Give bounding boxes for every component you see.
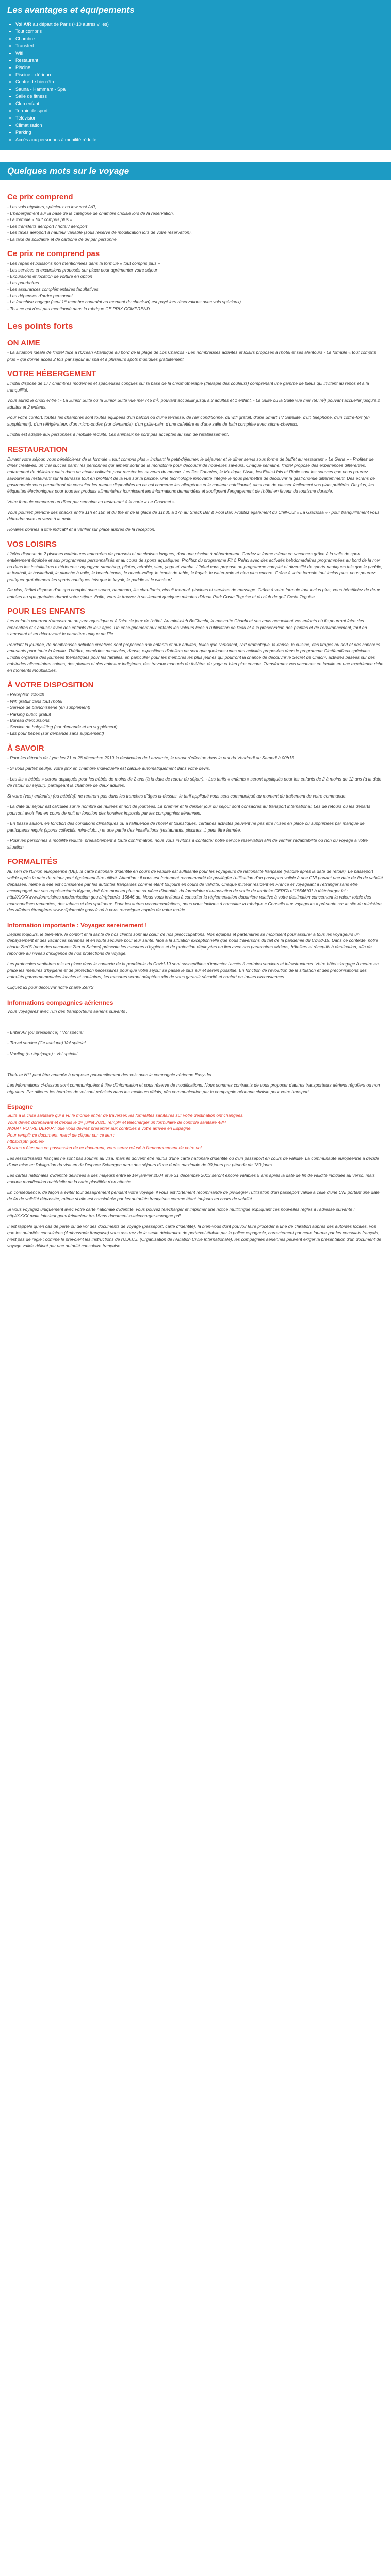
section-paragraph: - La formule « tout compris plus »: [7, 217, 73, 222]
espagne-warning-line: Pour remplir ce document, merci de cliquer sur ce lien :: [7, 1132, 115, 1138]
advantage-item-text: Chambre: [15, 36, 35, 41]
advantage-item: [15, 129, 384, 136]
section-paragraph: - Enter Air (ou présidence) : Vol spécial: [7, 1029, 84, 1035]
section-title-covid: Information importante : Voyagez sereinement !: [7, 921, 148, 929]
section-paragraph: - La situation idéale de l'hôtel face à l'Océan Atlantique au bord de la plage de Los Charcos - Les nombreuses activités et loisirs proposés à l'hôtel et ses alentours - La formule « tout compris plus » qui donne accès 2 fois par séjour au spa et à plusieurs spots musiques gratuitement: [7, 350, 376, 362]
espagne-paragraph: En conséquence, de façon à éviter tout désagrément pendant votre voyage, il vous est fortement recommandé de privilégier l'utilisation d'un passeport valide à celle d'une CNI portant une date de fin de validité dépassée, même si elle est considérée par les autorités françaises comme étant toujours en cours de validité.: [7, 1190, 380, 1201]
advantage-item-text: Accès aux personnes à mobilité réduite: [15, 137, 97, 142]
section-paragraph: - L'hébergement sur la base de la catégorie de chambre choisie lors de la réservation,: [7, 210, 174, 216]
section-paragraph: Horaires donnés à titre indicatif et à vérifier sur place auprès de la réception.: [7, 527, 156, 532]
section-paragraph: Les informations ci-dessus sont communiquées à titre d'information et sous réserve de modifications. Nous sommes contraints de vous proposer d'autres transporteurs aériens réguliers ou non réguliers. Par ailleurs les horaires de vol sont précisés dans les meilleurs délais, dès communication par la compagnie aérienne choisie pour votre transport.: [7, 1082, 380, 1094]
section-title-prix-ne-comprend: Ce prix ne comprend pas: [7, 249, 100, 258]
espagne-warning: [7, 1112, 384, 1151]
advantages-title: Les avantages et équipements: [7, 5, 135, 15]
section-body-a-savoir: [7, 755, 384, 851]
section-paragraph: L'hôtel est adapté aux personnes à mobilité réduite. Les animaux ne sont pas acceptés au sein de l'établissement.: [7, 432, 229, 437]
section-paragraph: - Travel service (Ce telelupe) Vol spécial: [7, 1040, 86, 1045]
advantage-item: [15, 107, 384, 114]
advantage-item-text: Centre de bien-être: [15, 79, 56, 84]
advantage-item-text: Piscine extérieure: [15, 72, 53, 77]
section-paragraph: - Si vous partez seul(e) votre prix en chambre individuelle est calculé automatiquement dans votre devis.: [7, 766, 210, 771]
section-title-restauration: RESTAURATION: [7, 445, 68, 454]
section-paragraph: - Excursions et location de voiture en option: [7, 274, 92, 279]
section-title-prix-compris: Ce prix comprend: [7, 193, 73, 201]
espagne-warning-line: AVANT VOTRE DEPART que vous devrez présenter aux contrôles à votre arrivée en Espagne.: [7, 1126, 192, 1131]
section-body-aeriennes: [7, 1008, 384, 1095]
section-body-covid: [7, 931, 384, 991]
section-body-disposition: [7, 691, 384, 737]
section-body-on-aime: [7, 349, 384, 362]
section-title-enfants: POUR LES ENFANTS: [7, 607, 85, 616]
espagne-warning-line: Si vous n'êtes pas en possession de ce document, vous serez refusé à l'embarquement de votre vol.: [7, 1145, 203, 1150]
advantage-item-text: Piscine: [15, 65, 31, 70]
quick-panel: [0, 162, 391, 180]
section-body-enfants: [7, 618, 384, 673]
section-paragraph: - Bureau d'excursions: [7, 718, 50, 723]
advantages-list: [0, 19, 391, 150]
section-paragraph: [7, 1019, 384, 1025]
advantage-item-bold: Vol A/R: [15, 22, 31, 27]
section-title-espagne: Espagne: [7, 1103, 34, 1110]
section-body-loisirs: [7, 551, 384, 600]
section-paragraph: Vous pourrez prendre des snacks entre 11h et 16h et du thé et de la glace de 11h30 à 17h au Snack Bar & Pool Bar. Profitez également du Chill-Out « La Graciosa » - pour tranquillement vous détendre avec un verre à la main.: [7, 510, 380, 521]
section-paragraph: - Les taxes aéroport à hauteur variable (sous réserve de modification lors de votre réservation),: [7, 230, 192, 235]
section-paragraph: - Vueling (ou équipage) : Vol spécial: [7, 1050, 78, 1056]
advantage-item-text: Climatisation: [15, 123, 42, 128]
section-paragraph: - Tout ce qui n'est pas mentionné dans la rubrique CE PRIX COMPREND: [7, 306, 150, 311]
section-paragraph: - Les transferts aéroport / hôtel / aéroport: [7, 223, 87, 229]
section-title-hebergement: VOTRE HÉBERGEMENT: [7, 369, 96, 378]
section-paragraph: Cliquez ici pour découvrir notre charte Zen'S: [7, 985, 94, 990]
section-paragraph: - La date du séjour est calculée sur le nombre de nuitées et non de journées. La premier et le dernier jour du séjour sont consacrés au transport international. Les de retours ou les départs pourront avoir lieu en cours de nuit en fonction des horaires imposés par les compagnies aériennes.: [7, 804, 371, 816]
section-body-prix-compris: [7, 204, 384, 242]
espagne-paragraph: Si vous voyagez uniquement avec votre carte nationale d'identité, vous pouvez télécharger et imprimer une notice multilingue expliquant ces nouvelles règles à l'adresse suivante : http//XXXX.mdia.interieur.gouv.fr/interieur.trn-15ans document-a-telecharger-espagne.pdf.: [7, 1207, 355, 1218]
advantage-item: [15, 71, 384, 78]
advantage-item: [15, 122, 384, 129]
advantage-item: [15, 114, 384, 122]
section-body-prix-ne-comprend: [7, 260, 384, 312]
section-title-aeriennes: Informations compagnies aériennes: [7, 998, 113, 1006]
advantage-item-text: Transfert: [15, 43, 34, 48]
section-paragraph: - Les pourboires: [7, 280, 39, 285]
espagne-form-link[interactable]: https://spth.gob.es/: [7, 1139, 44, 1144]
section-paragraph: Durant votre séjour, vous bénéficierez de la formule « tout compris plus » incluant le petit-déjeuner, le déjeuner et le dîner servis sous forme de buffet au restaurant « Le Geria » - Profitez de dîner créatives, un vrai succès parmi les personnes qui aiment sortir de la monotonie pour découvrir de nouvelles saveurs. Chaque semaine, l'hôtel propose des expériences différentes, notamment de délicieux plats dans un atelier culinaire pour recréer les saveurs du monde. Les îles Canaries, le Mexique, l'Asie, les États-Unis et l'Italie sont les sources que vous pourrez savourer au restaurant sur la terrasse tout en profitant de la vue sur la piscine. Une technologie innovante intégré le nous permettra de découvrir la gastronomie différemment. Des écrans de gastronomie vous permettront de consulter les menus disponibles en ce qui concerne les allergènes et le contenu nutritionnel, ainsi que de classer facilement vos plats préférés. De plus, les étiquettes électroniques pour tous les produits alimentaires fournissent les informations demandées et soulignent l'engagement de l'hôtel en faveur du tourisme durable.: [7, 456, 375, 494]
advantage-item-text: Terrain de sport: [15, 108, 48, 113]
section-paragraph: - Service de blanchisserie (en supplément): [7, 705, 91, 710]
advantage-item: [15, 57, 384, 64]
espagne-paragraph: Les cartes nationales d'identité délivrées à des majeurs entre le 1er janvier 2004 et le 31 décembre 2013 seront encore valables 5 ans après la date de fin de validité indiquée au verso, mais aucune modification matérielle de la carte plastifiée n'en atteste.: [7, 1173, 375, 1184]
advantages-panel: [0, 0, 391, 150]
section-paragraph: Si votre (vos) enfant(s) (ou bébé(s)) ne rentrent pas dans les tranches d'âges ci-dessus, le tarif appliqué vous sera communiqué au moment du traitement de votre commande.: [7, 793, 347, 799]
espagne-warning-line: Suite à la crise sanitaire qui a vu le monde entier de traverser, les formalités sanitaires sur votre destination ont changées.: [7, 1113, 244, 1118]
advantage-item: [15, 21, 384, 28]
section-paragraph: Theluxe.N°1 peut être amenée à proposer ponctuellement des vols avec la compagnie aérienne Easy Jet: [7, 1072, 212, 1077]
advantage-item: [15, 136, 384, 143]
advantage-item: [15, 35, 384, 42]
section-paragraph: Pendant la journée, de nombreuses activités créatives sont proposées aux enfants et aux adultes, telles que l'artisanat, l'art dramatique, la danse, la cuisine, des tirages au sort et des concours amusants pour toute la famille. Théâtre, comédies musicales, danse, expositions d'ateliers ne sont que quelques-unes des activités proposées dans le programme Cinéfamiliaux spéciales. L'hôtel organise des journées thématiques pour les familles, en particulier pour les membres les plus jeunes qui pourront la chance de découvrir le Secret de Chachi, activités basées sur des habitudes alimentaires saines, des plantes et des animaux indigènes, des travaux manuels du théâtre, du yoga et bien plus encore. Transformez vos vacances en famille en une expérience riche en moments inoubliables.: [7, 641, 384, 673]
section-paragraph: - Les services et excursions proposés sur place pour agrémenter votre séjour: [7, 267, 158, 273]
section-paragraph: - Pour les personnes à mobilité réduite, préalablement à toute confirmation, nous vous invitons à contacter notre service réservation afin de vérifier l'adaptabilité ou non du voyage à votre situation.: [7, 838, 368, 850]
espagne-warning-line: Vous devez dorénavant et depuis le 1ᵉʳ juillet 2020, remplir et télécharger un formulaire de contrôle sanitaire 48H: [7, 1119, 226, 1125]
section-title-formalites: FORMALITÉS: [7, 857, 58, 866]
section-title-on-aime: ON AIME: [7, 338, 40, 347]
advantage-item: [15, 86, 384, 93]
advantage-item-text: Club enfant: [15, 101, 40, 106]
quick-title: Quelques mots sur le voyage: [7, 166, 129, 176]
trip-details: [0, 180, 391, 1263]
advantage-item-text: Télévision: [15, 115, 37, 121]
section-paragraph: - En basse saison, en fonction des conditions climatiques ou à l'affluence de l'hôtel et touristiques, certaines activités peuvent ne pas être mises en place ou supprimées par manque de participants requis (sports collectifs, mini-club...) et une partie des installations (restaurants, piscines...) peut être fermée.: [7, 821, 365, 833]
section-paragraph: - Les assurances complémentaires facultatives: [7, 286, 99, 292]
section-paragraph: Les protocoles sanitaires mis en place dans le contexte de la pandémie du Covid-19 sont susceptibles d'impacter l'accès à certains services et infrastructures. Votre hôtel s'engage à mettre en place les mesures d'hygiène et de protection nécessaires pour que votre séjour se passe le plus sûr et serein possible. En fonction de l'évolution de la situation et des préconisations des autorités gouvernementales locales et sanitaires, les mesures seront adaptées afin de vous garantir sécurité et confort en toutes circonstances.: [7, 961, 379, 979]
section-body-restauration: [7, 456, 384, 533]
section-paragraph: L'hôtel dispose de 177 chambres modernes et spacieuses conçues sur la base de la chromothérapie (thérapie des couleurs) comprenant une gamme de bleus qui invitent au repos et à la tranquillité.: [7, 381, 369, 393]
spacer: [0, 150, 391, 162]
section-paragraph: - Wifi gratuit dans tout l'hôtel: [7, 698, 62, 704]
section-paragraph: [7, 1061, 384, 1067]
section-paragraph: Vous voyagerez avec l'un des transporteurs aériens suivants :: [7, 1008, 128, 1014]
advantage-item: [15, 100, 384, 107]
section-paragraph: Pour votre confort, toutes les chambres sont toutes équipées d'un balcon ou d'une terrasse, de l'air conditionné, du wifi gratuit, d'une Smart TV Satellite, d'un téléphone, d'un coffre-fort (en supplément), d'un réfrigérateur, d'un micro-ondes (sur demande), d'un grille-pain, d'une cafetière et d'une salle de bain complète avec sèche-cheveux.: [7, 415, 370, 427]
page: [0, 0, 391, 1263]
section-title-loisirs: VOS LOISIRS: [7, 539, 57, 549]
section-paragraph: - Les vols réguliers, spécieux ou low cost A/R,: [7, 204, 97, 209]
section-paragraph: Au sein de l'Union européenne (UE), la carte nationale d'identité en cours de validité est suffisante pour les voyageurs de nationalité française (validité après la date de retour). Le passeport valide après la date de retour peut également être utilisé. Attention : il vous est fortement recommandé de privilégier l'utilisation d'un passeport valide à une CNI portant une date de fin de validité dépassée, même si elle est considérée par les autorités françaises comme étant toujours en cours de validité. Chaque mineur résident en France et voyageant à l'étranger sans être accompagné par ses représentants légaux, doit être muni en plus de sa pièce d'identité, du formulaire d'autorisation de sortie de territoire CERFA n°15646*01 à télécharger ici : http//XXXXwww.formulaires.modernisation.gouv.fr/gf/cerfa_15646.do. Nous vous invitons à consulter la réglementation douanière relative à votre destination concernant la valeur totale des marchandises ramenées, des tabacs et des spiritueux. Pour les autres recommandations, nous vous invitons à consulter la rubrique « Conseils aux voyageurs » présente sur le site du ministère des affaires étrangères www.diplomatie.gouv.fr où à vous renseigner auprès de votre mairie.: [7, 869, 383, 912]
section-paragraph: De plus, l'hôtel dispose d'un spa complet avec sauna, hammam, lits chauffants, circuit thermal, piscines et services de massage. Grâce à votre formule tout inclus plus, vous bénéficiez de deux entrées au spa gratuites durant votre séjour. Enfin, vous le trouvez à seulement quelques minutes d'Aqua Park Costa Teguise et du club de golf Costa Teguise.: [7, 587, 380, 599]
section-title-a-savoir: À SAVOIR: [7, 743, 44, 753]
espagne-paragraph: Il est rappelé qu'en cas de perte ou de vol des documents de voyage (passeport, carte d'identité), la bien-vous dont pouvoir faire procéder à une dé claration auprès des autorités locales, vos que les autorités consulaires (Ambassade française) vous assurez de la seule déclaration de perte/vol établie par la police espagnole, correctement par cette fourme par les consulats français, n'est pas de règle : comme le prévoient les instructions de l'O.A.C.I. (Organisation de l'Aviation Civile Internationale), les compagnies aériennes peuvent exiger la présentation d'un document de voyage valide délivré par une autorité consulaire française.: [7, 1224, 381, 1248]
section-paragraph: - Réception 24/24h: [7, 692, 44, 697]
section-paragraph: - Service de babysitting (sur demande et en supplément): [7, 724, 118, 730]
section-paragraph: - Les lits « bébés » seront appliqués pour les bébés de moins de 2 ans (à la date de retour du séjour). - Les tarifs « enfants » seront appliqués pour les enfants de 2 à moins de 12 ans (à la date de retour du séjour), partageant la chambre de deux adultes.: [7, 776, 382, 788]
section-paragraph: - La taxe de solidarité et de carbone de 3€ par personne.: [7, 236, 118, 242]
section-paragraph: - Parking public gratuit: [7, 711, 51, 717]
advantage-item-text: Tout compris: [15, 29, 42, 34]
section-paragraph: - La franchise bagage (seul 1ᵉʳ membre contraint au moment du check-in) est payé lors réservations avec vols spéciaux): [7, 299, 241, 304]
advantage-item-text: Restaurant: [15, 58, 39, 63]
section-paragraph: - Lits pour bébés (sur demande sans supplément): [7, 731, 104, 736]
advantage-item-text: au départ de Paris (+10 autres villes): [31, 22, 109, 27]
section-body-formalites: [7, 868, 384, 913]
section-title-disposition: À VOTRE DISPOSITION: [7, 681, 94, 689]
advantage-item: [15, 64, 384, 71]
advantage-item: [15, 42, 384, 49]
section-paragraph: Les enfants pourront s'amuser au un parc aquatique et à l'aire de jeux de l'hôtel. Au mini-club BeChachi, la mascotte Chachi et ses amis accueillent vos enfants où ils pourront faire des rencontres et s'amuser avec des enfants de leur âges. Un enseignement aux enfants les valeurs liées à l'utilisation de l'eau et à la préservation des plantes et de l'environnement, tout en s'amusant et en découvrant le caractère unique de l'île.: [7, 618, 367, 636]
section-paragraph: - Pour les départs de Lyon les 21 et 28 décembre 2019 la destination de Lanzarote, le retour s'effectue dans la nuit du Vendredi au Samedi à 00h15: [7, 755, 294, 760]
advantage-item-text: Parking: [15, 130, 31, 135]
section-paragraph: Vous aurez le choix entre : - La Junior Suite ou la Junior Suite vue mer (45 m²) pouvant accueillir jusqu'à 2 adultes et 1 enfant. - La Suite ou la Suite vue mer (50 m²) pouvant accueillir jusqu'à 2 adultes et 2 enfants.: [7, 398, 380, 410]
advantage-item: [15, 93, 384, 100]
advantage-item-text: Wifi: [15, 50, 23, 56]
advantage-item: [15, 28, 384, 35]
section-paragraph: - Les dépenses d'ordre personnel: [7, 293, 73, 298]
advantage-item: [15, 78, 384, 86]
section-paragraph: Votre formule comprend un dîner par semaine au restaurant à la carte « Le Gourmet ».: [7, 499, 176, 504]
section-paragraph: L'hôtel dispose de 2 piscines extérieures entourées de parasols et de chaises longues, dont une piscine à débordement. Gardez la forme même en vacances grâce à la salle de sport entièrement équipée et aux programmes personnalisés et au cours de sports aquatiques. Profitez du programme Fit & Relax avec des activités hebdomadaires programmées au bord de la mer ou dans les installations extérieures : aquagym, stretching, pilates, aérobic, step, yoga et zumba. L'hôtel vous propose un programme complet et diversifié de sports nautiques tels que le paddle, le football, le basketball, la planche à voile, le beach-tennis, le beach-volley, le tennis de table, le kayak, le water-polo et bien plus encore. Grâce à votre formule tout inclus plus, vous pourrez pratiquer gratuitement les sports nautiques tels que le kayak, le paddle et le windsurf.: [7, 551, 383, 582]
espagne-paragraph: Les ressortissants français ne sont pas soumis au visa, mais ils doivent être munis d'une carte nationale d'identité ou d'un passeport en cours de validité. La communauté européenne a décidé d'une mise en l'obligation du visa en de l'espace Schengen dans des séjours d'une durée maximale de 90 jours par période de 180 jours.: [7, 1156, 379, 1167]
section-title-points-forts: Les points forts: [7, 321, 73, 331]
section-paragraph: - Les repas et boissons non mentionnées dans la formule « tout compris plus »: [7, 261, 160, 266]
advantage-item: [15, 49, 384, 57]
section-body-hebergement: [7, 380, 384, 438]
advantage-item-text: Sauna - Hammam - Spa: [15, 87, 66, 92]
section-paragraph: Depuis toujours, le bien-être, le confort et la santé de nos clients sont au cœur de nos préoccupations. Nos équipes et partenaires se mobilisent pour assurer à tous les voyageurs un dépaysement et des vacances sereines et en toute sécurité pour leur santé, face à la situation exceptionnelle que nous traversons du fait de la pandémie du Covid-19. Dans ce contexte, notre charte Zen'S (pour des vacances Zen et Saines) présente les mesures d'hygiène et de protection déployées en lien avec nos partenaires aériens, hôteliers et réceptifs à destination, afin de répondre au niveau d'exigence de nos protections de voyage.: [7, 931, 378, 956]
advantage-item-text: Salle de fitness: [15, 94, 47, 99]
